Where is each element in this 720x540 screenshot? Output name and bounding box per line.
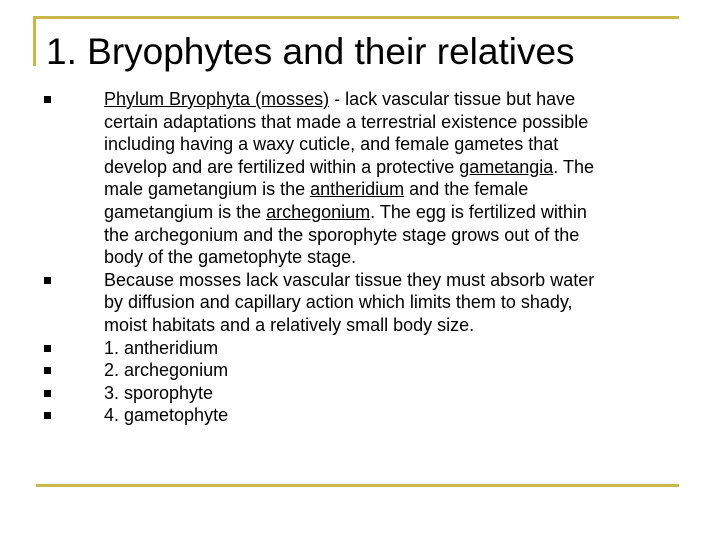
frame-bottom-line bbox=[36, 484, 679, 487]
bullet-line bbox=[104, 133, 684, 156]
square-bullet-icon bbox=[44, 96, 51, 103]
square-bullet-icon bbox=[44, 390, 51, 397]
slide-title: 1. Bryophytes and their relatives bbox=[46, 31, 575, 72]
text-segment: Because mosses lack vascular tissue they must absorb water bbox=[104, 269, 595, 290]
underlined-term: archegonium bbox=[266, 201, 371, 222]
bullet-item bbox=[44, 404, 684, 427]
bullet-list bbox=[44, 88, 684, 427]
underlined-term: antheridium bbox=[310, 179, 405, 200]
text-segment: and the female bbox=[404, 179, 529, 200]
bullet-line bbox=[104, 314, 684, 337]
underlined-term: Phylum Bryophyta (mosses) bbox=[104, 89, 330, 109]
bullet-line bbox=[104, 111, 684, 134]
text-segment: . The egg is fertilized within bbox=[370, 201, 587, 222]
text-segment: develop and are fertilized within a protective bbox=[104, 156, 460, 177]
bullet-line bbox=[104, 404, 684, 427]
text-segment: 1. antheridium bbox=[104, 337, 219, 358]
text-segment: body of the gametophyte stage. bbox=[104, 247, 357, 268]
bullet-item bbox=[44, 382, 684, 405]
bullet-line bbox=[104, 178, 684, 201]
text-segment: gametangium is the bbox=[104, 201, 267, 222]
square-bullet-icon bbox=[44, 277, 51, 284]
underlined-term: gametangia bbox=[459, 156, 554, 177]
square-bullet-icon bbox=[44, 345, 51, 352]
bullet-line bbox=[104, 269, 684, 292]
bullet-line bbox=[104, 359, 684, 382]
text-segment: including having a waxy cuticle, and female gametes that bbox=[104, 134, 559, 155]
text-segment: 4. gametophyte bbox=[104, 405, 229, 426]
frame-top-line bbox=[33, 16, 679, 19]
text-segment: male gametangium is the bbox=[104, 179, 311, 200]
bullet-line bbox=[104, 201, 684, 224]
text-segment: - lack vascular tissue but have bbox=[329, 89, 576, 109]
bullet-item bbox=[44, 88, 684, 269]
bullet-line bbox=[104, 156, 684, 179]
bullet-line bbox=[104, 337, 684, 360]
bullet-item bbox=[44, 269, 684, 337]
text-segment: the archegonium and the sporophyte stage grows out of the bbox=[104, 224, 580, 245]
bullet-item bbox=[44, 359, 684, 382]
square-bullet-icon bbox=[44, 412, 51, 419]
square-bullet-icon bbox=[44, 367, 51, 374]
text-segment: certain adaptations that made a terrestrial existence possible bbox=[104, 111, 589, 132]
text-segment: 3. sporophyte bbox=[104, 382, 214, 403]
frame-left-line bbox=[33, 16, 36, 66]
text-segment: by diffusion and capillary action which limits them to shady, bbox=[104, 292, 573, 313]
text-segment: 2. archegonium bbox=[104, 360, 229, 381]
bullet-line bbox=[104, 382, 684, 405]
text-segment: moist habitats and a relatively small body size. bbox=[104, 314, 475, 335]
bullet-line bbox=[104, 88, 684, 111]
bullet-item bbox=[44, 337, 684, 360]
bullet-line bbox=[104, 224, 684, 247]
bullet-line bbox=[104, 246, 684, 269]
bullet-line bbox=[104, 291, 684, 314]
text-segment: . The bbox=[553, 156, 594, 177]
